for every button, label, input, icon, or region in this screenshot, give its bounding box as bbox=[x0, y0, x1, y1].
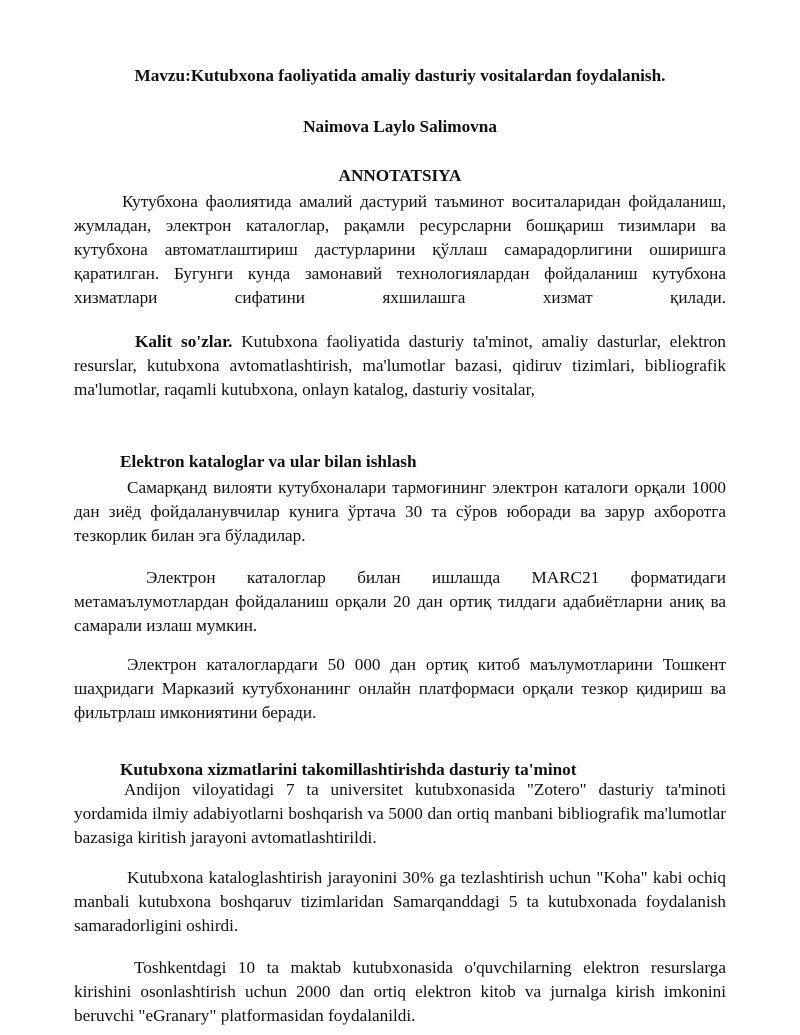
annotation-heading: ANNOTATSIYA bbox=[338, 166, 462, 185]
keywords-text: Kutubxona faoliyatida dasturiy ta'minot, amaliy dasturlar, elektron resurslar, kutubxona avtomatlashtirish, ma'lumotlar bazasi, qidiruv tizimlari, bibliografik ma'lumotlar, raqamli kutubxona, onlayn katalog, dasturiy vositalar, bbox=[74, 332, 726, 399]
keywords-label: Kalit so'zlar. bbox=[135, 332, 233, 351]
section2-paragraph: Andijon viloyatidagi 7 ta universitet kutubxonasida "Zotero" dasturiy ta'minoti yordamida ilmiy adabiyotlarni boshqarish va 5000 dan ortiq manbani bibliografik ma'lumotlar bazasiga kiritish jarayoni avtomatlashtirildi. bbox=[74, 780, 726, 847]
author-name: Naimova Laylo Salimovna bbox=[303, 117, 497, 136]
keywords-paragraph bbox=[74, 330, 726, 402]
annotation-paragraph bbox=[74, 190, 726, 310]
section1-heading: Elektron kataloglar va ular bilan ishlash bbox=[120, 452, 417, 471]
annotation-text: Кутубхона фаолиятида амалий дастурий таъминот воситаларидан фойдаланиш, жумладан, электрон каталоглар, рақамли ресурсларни бошқариш тизимлари ва кутубхона автоматлаштириш дастурларини қўллаш самарадорлигини оширишга қаратилган. Бугунги кунда замонавий технологиялардан фойдаланиш кутубхона хизматлари сифатини яхшилашга хизмат қилади. bbox=[74, 192, 726, 307]
section1-paragraph: Самарқанд вилояти кутубхоналари тармоғининг электрон каталоги орқали 1000 дан зиёд фойдаланувчилар кунига ўртача 30 та сўров юборади ва зарур ахборотга тезкорлик билан эга бўладилар. bbox=[74, 478, 726, 545]
section1-paragraph: Электрон каталоглардаги 50 000 дан ортиқ китоб маълумотларини Тошкент шаҳридаги Марказий кутубхонанинг онлайн платформаси орқали тезкор қидириш ва фильтрлаш имкониятини беради. bbox=[74, 655, 726, 722]
section1-paragraph: Электрон каталоглар билан ишлашда MARC21 форматидаги метамаълумотлардан фойдаланиш орқали 20 дан ортиқ тилдаги адабиётларни аниқ ва самарали излаш мумкин. bbox=[74, 568, 726, 635]
section2-paragraph: Kutubxona kataloglashtirish jarayonini 30% ga tezlashtirish uchun "Koha" kabi ochiq manbali kutubxona boshqaruv tizimlaridan Samarqanddagi 5 ta kutubxonada foydalanish samaradorligini oshirdi. bbox=[74, 868, 726, 935]
document-title: Mavzu:Kutubxona faoliyatida amaliy dasturiy vositalardan foydalanish. bbox=[134, 66, 666, 85]
section2-heading: Kutubxona xizmatlarini takomillashtirishda dasturiy ta'minot bbox=[120, 760, 577, 779]
section2-paragraph: Toshkentdagi 10 ta maktab kutubxonasida o'quvchilarning elektron resurslarga kirishini osonlashtirish uchun 2000 dan ortiq elektron kitob va jurnalga kirish imkonini beruvchi "eGranary" platformasidan foydalanildi. bbox=[74, 958, 726, 1025]
